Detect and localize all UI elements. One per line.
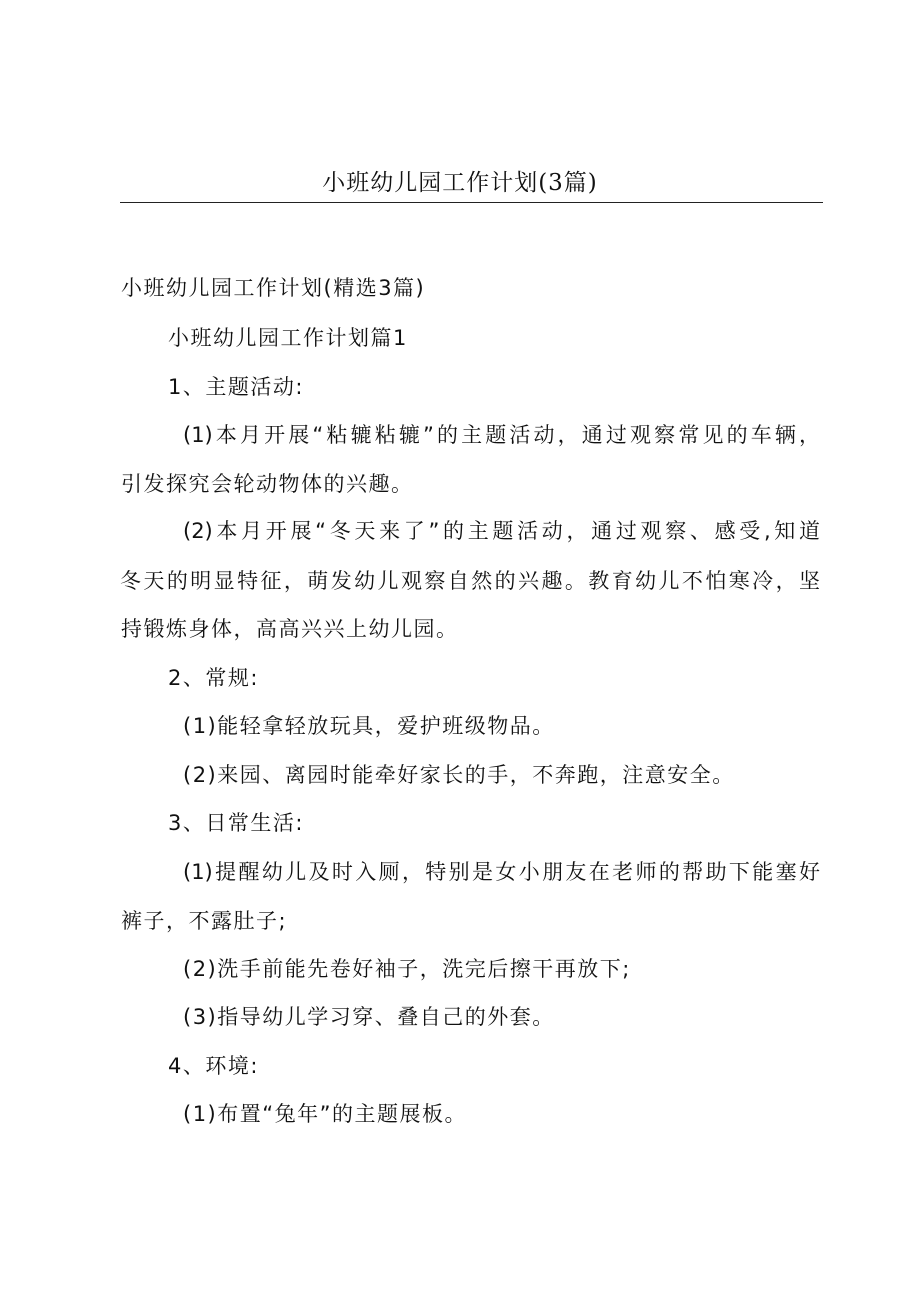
paragraph-line: (2)本月开展“冬天来了”的主题活动，通过观察、感受,知道 [183, 519, 820, 543]
section-heading: 小班幼儿园工作计划篇1 [168, 326, 408, 350]
paragraph-line: 裤子，不露肚子; [121, 909, 288, 933]
list-item: (1)能轻拿轻放玩具，爱护班级物品。 [183, 714, 555, 738]
paragraph-line: 冬天的明显特征，萌发幼儿观察自然的兴趣。教育幼儿不怕寒冷，坚 [120, 569, 820, 593]
heading-routine: 2、常规: [168, 666, 259, 690]
list-item: (1)布置“兔年”的主题展板。 [183, 1102, 468, 1126]
document-subtitle: 小班幼儿园工作计划(精选3篇) [121, 276, 426, 300]
list-item: (3)指导幼儿学习穿、叠自己的外套。 [183, 1005, 555, 1029]
paragraph-line: (1)本月开展“粘辘粘辘”的主题活动，通过观察常见的车辆， [183, 423, 820, 447]
list-item: (2)洗手前能先卷好袖子，洗完后擦干再放下; [183, 957, 631, 981]
heading-theme-activity: 1、主题活动: [168, 375, 304, 399]
title-underline [120, 202, 823, 203]
heading-environment: 4、环境: [168, 1054, 259, 1078]
paragraph-line: (1)提醒幼儿及时入厕，特别是女小朋友在老师的帮助下能塞好 [183, 860, 820, 884]
document-title: 小班幼儿园工作计划(3篇) [322, 170, 598, 196]
paragraph-line: 引发探究会轮动物体的兴趣。 [121, 472, 414, 496]
heading-daily-life: 3、日常生活: [168, 811, 304, 835]
list-item: (2)来园、离园时能牵好家长的手，不奔跑，注意安全。 [183, 763, 735, 787]
paragraph-line: 持锻炼身体，高高兴兴上幼儿园。 [121, 617, 459, 641]
